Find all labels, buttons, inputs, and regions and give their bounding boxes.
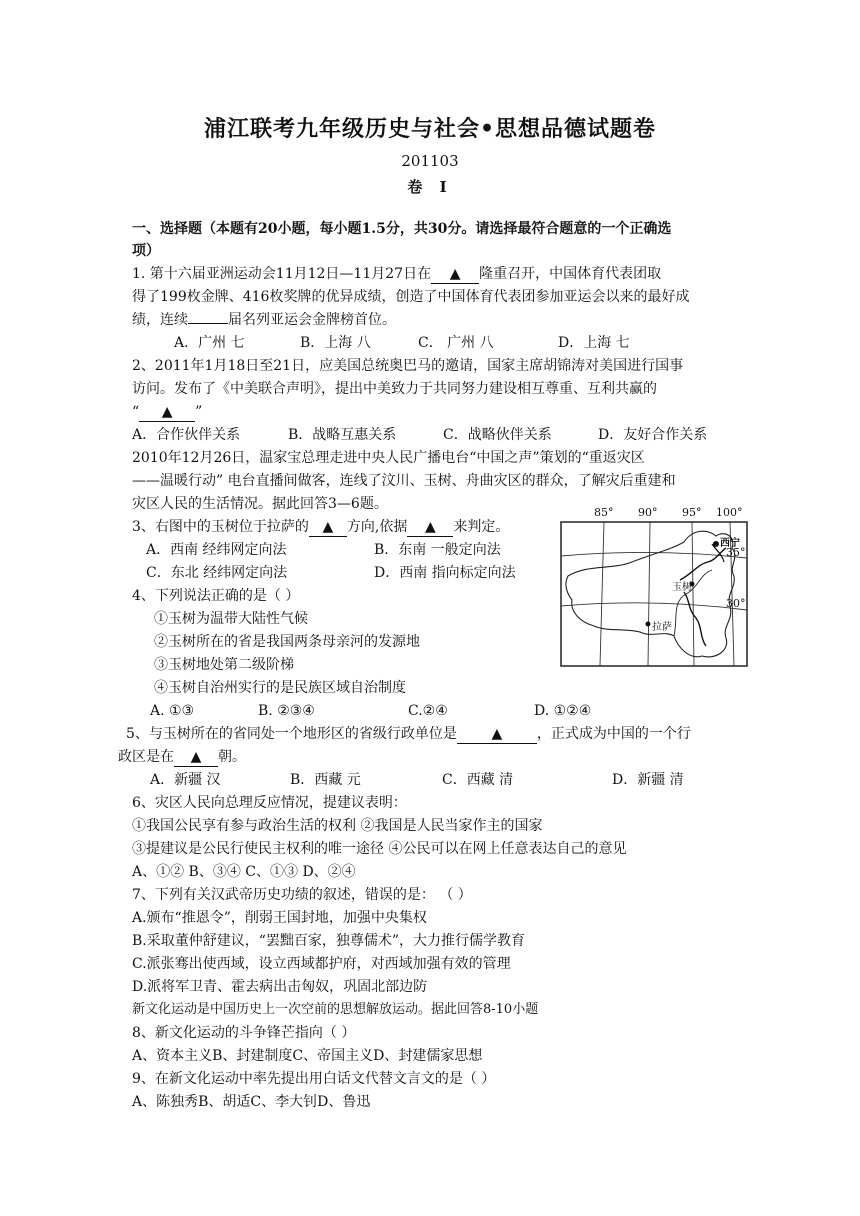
q7-option-c: C.派张骞出使西域，设立西域都护府，对西域加强有效的管理 xyxy=(132,956,511,972)
q1-option-d: D．上海 七 xyxy=(558,335,630,351)
place-xining: 西宁 xyxy=(720,538,740,549)
q7-option-a: A.颁布“推恩令”，削弱王国封地，加强中央集权 xyxy=(132,910,427,926)
q1-line2: 得了199枚金牌、416枚奖牌的优异成绩，创造了中国体育代表团参加亚运会以来的最好成 xyxy=(132,289,690,305)
q3-options-row1 xyxy=(146,539,501,561)
q6-item-line1: ①我国公民享有参与政治生活的权利 ②我国是人民当家作主的国家 xyxy=(132,818,543,834)
q9-options: A、陈独秀B、胡适C、李大钊D、鲁迅 xyxy=(132,1094,371,1110)
intro-3-6-line3: 灾区人民的生活情况。据此回答3—6题。 xyxy=(132,496,388,512)
q3-stem: 3、右图中的玉树位于拉萨的 ▲ 方向,依据 ▲ 来判定。 xyxy=(132,519,510,535)
q2-options xyxy=(132,424,707,446)
q4-stem: 4、下列说法正确的是（ ） xyxy=(132,588,300,604)
q1-blank-2 xyxy=(188,323,228,324)
q4-options xyxy=(150,700,591,722)
q6-options: A、①② B、③④ C、①③ D、②④ xyxy=(132,864,356,880)
q4-option-a: A. ①③ xyxy=(150,703,195,719)
q2-option-d: D．友好合作关系 xyxy=(598,427,708,443)
q5-option-d: D．新疆 清 xyxy=(612,772,684,788)
q8-options: A、资本主义B、封建制度C、帝国主义D、封建儒家思想 xyxy=(132,1048,483,1064)
q2-blank: ▲ xyxy=(139,404,195,422)
q1-blank-1: ▲ xyxy=(431,266,479,284)
q6-item-line2: ③提建议是公民行使民主权利的唯一途径 ④公民可以在网上任意表达自己的意见 xyxy=(132,841,627,857)
q2-option-c: C．战略伙伴关系 xyxy=(443,427,552,443)
q4-item-3: ③玉树地处第二级阶梯 xyxy=(154,657,294,673)
q2-line2: 访问。发布了《中美联合声明》，提出中美致力于共同努力建设相互尊重、互利共赢的 xyxy=(132,381,657,397)
place-yushu: 玉树 xyxy=(672,582,692,593)
q2-option-b: B．战略互惠关系 xyxy=(288,427,397,443)
q3-options-row2 xyxy=(146,562,516,584)
q3-blank-2: ▲ xyxy=(407,519,453,537)
q1-line3: 绩，连续 届名列亚运会金牌榜首位。 xyxy=(132,312,396,328)
q8-stem: 8、新文化运动的斗争锋芒指向（ ） xyxy=(132,1025,356,1041)
q1-option-a: A．广州 七 xyxy=(174,335,245,351)
q3-blank-1: ▲ xyxy=(309,519,347,537)
exam-title: 浦江联考九年级历史与社会•思想品德试题卷 xyxy=(203,116,657,142)
volume-label: 卷 Ⅰ xyxy=(407,178,453,196)
q1-option-c: C． 广州 八 xyxy=(418,335,494,351)
q2-option-a: A．合作伙伴关系 xyxy=(132,427,241,443)
q1-option-b: B．上海 八 xyxy=(300,335,371,351)
lat-label: 30° xyxy=(726,597,746,610)
q3-option-a: A．西南 经纬网定向法 xyxy=(146,542,287,558)
q9-stem: 9、在新文化运动中率先提出用白话文代替文言文的是（ ） xyxy=(132,1071,496,1087)
q4-item-2: ②玉树所在的省是我国两条母亲河的发源地 xyxy=(154,634,420,650)
q5-line1: 5、与玉树所在的省同处一个地形区的省级行政单位是 ▲ ，正式成为中国的一个行 xyxy=(126,726,691,742)
lon-label: 90° xyxy=(638,506,658,519)
q7-stem: 7、下列有关汉武帝历史功绩的叙述，错误的是： （ ） xyxy=(132,887,472,903)
q5-blank-1: ▲ xyxy=(457,726,537,744)
q4-item-4: ④玉树自治州实行的是民族区域自治制度 xyxy=(154,680,406,696)
q1-options xyxy=(174,332,630,354)
q5-blank-2: ▲ xyxy=(174,749,218,767)
exam-date: 201103 xyxy=(401,152,459,170)
q2-line3: “ ▲ ” xyxy=(132,404,203,420)
section-heading-cont: 项） xyxy=(132,243,160,259)
q4-option-b: B. ②③④ xyxy=(258,703,315,719)
q5-options xyxy=(150,769,684,791)
q7-option-d: D.派将军卫青、霍去病出击匈奴，巩固北部边防 xyxy=(132,979,428,995)
q4-option-c: C.②④ xyxy=(408,703,448,719)
q5-option-b: B．西藏 元 xyxy=(290,772,361,788)
q5-line2: 政区是在 ▲ 朝。 xyxy=(118,749,246,765)
section-heading: 一、选择题（本题有20小题，每小题1.5分，共30分。请选择最符合题意的一个正确选 xyxy=(132,221,672,237)
q2-line1: 2、2011年1月18日至21日，应美国总统奥巴马的邀请，国家主席胡锦涛对美国进行国事 xyxy=(132,358,684,374)
lon-label: 95° xyxy=(682,506,702,519)
intro-3-6-line2: ——温暖行动” 电台直播间做客，连线了汶川、玉树、舟曲灾区的群众，了解灾后重建和 xyxy=(132,473,676,489)
place-lhasa: 拉萨 xyxy=(652,622,672,633)
lat-label: 35° xyxy=(726,546,746,559)
q3-option-d: D．西南 指向标定向法 xyxy=(374,565,516,581)
intro-8-10: 新文化运动是中国历史上一次空前的思想解放运动。据此回答8-10小题 xyxy=(132,1002,539,1017)
q1-line1: 1. 第十六届亚洲运动会11月12日—11月27日在 ▲ 隆重召开，中国体育代表团取 xyxy=(132,266,662,282)
yushu-map xyxy=(560,506,748,668)
q3-option-b: B．东南 一般定向法 xyxy=(374,542,501,558)
q5-option-a: A．新疆 汉 xyxy=(150,772,221,788)
q4-option-d: D. ①②④ xyxy=(534,703,592,719)
q7-option-b: B.采取董仲舒建议，“罢黜百家，独尊儒术”，大力推行儒学教育 xyxy=(132,933,526,949)
q3-option-c: C．东北 经纬网定向法 xyxy=(146,565,288,581)
lon-label: 100° xyxy=(716,506,743,519)
q5-option-c: C．西藏 清 xyxy=(442,772,514,788)
q6-stem: 6、灾区人民向总理反应情况，提建议表明： xyxy=(132,795,407,811)
lon-label: 85° xyxy=(594,506,614,519)
q4-item-1: ①玉树为温带大陆性气候 xyxy=(154,611,308,627)
intro-3-6-line1: 2010年12月26日，温家宝总理走进中央人民广播电台“中国之声”策划的“重返灾区 xyxy=(132,450,645,466)
